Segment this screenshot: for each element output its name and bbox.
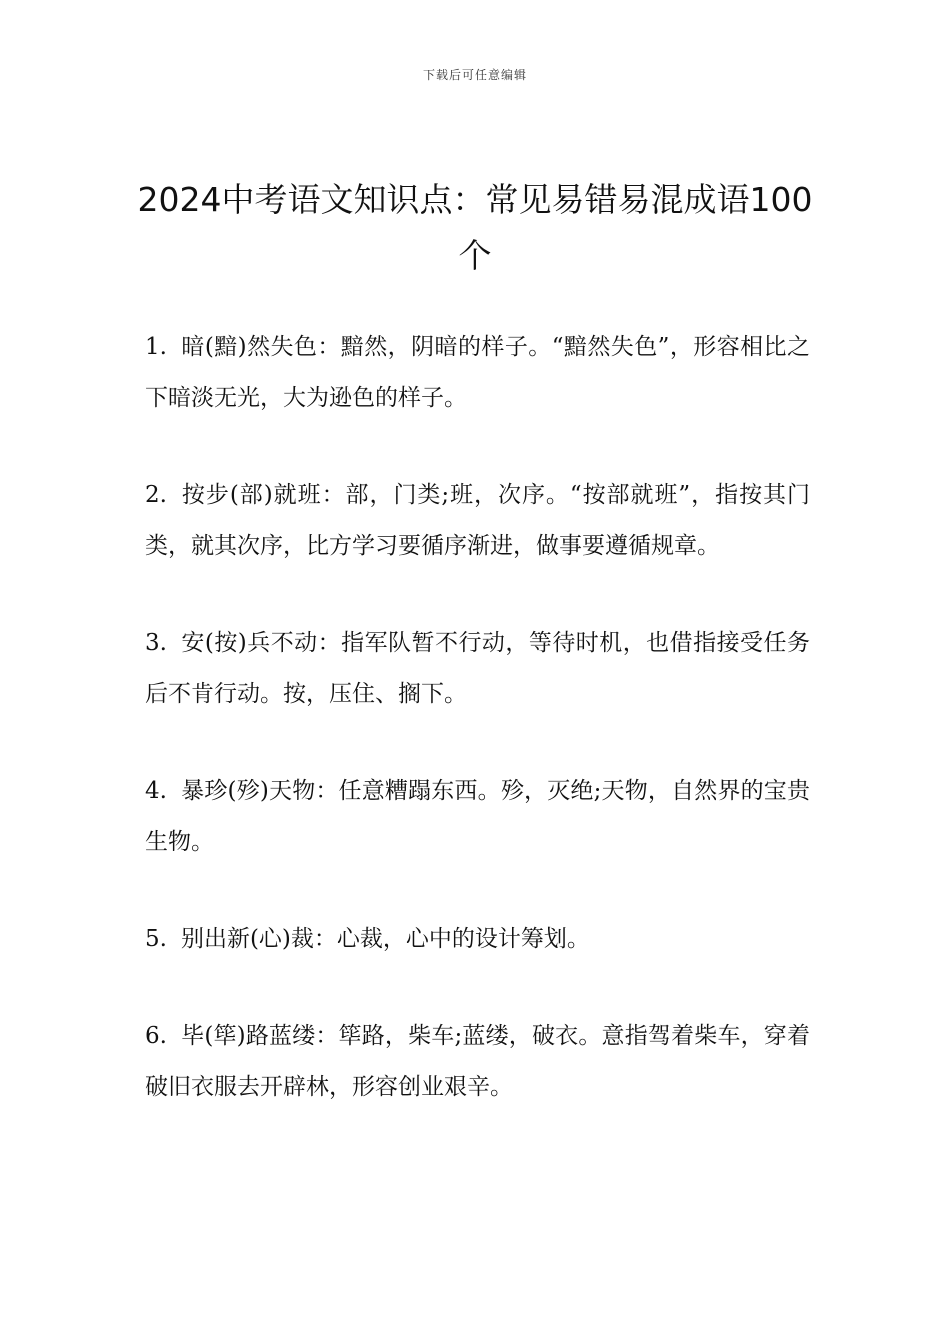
entry-item-2 — [145, 470, 810, 572]
entry-text: 别出新(心)裁：心裁，心中的设计筹划。 — [180, 926, 590, 952]
entry-number: 3. — [145, 630, 167, 656]
entry-number: 5. — [145, 926, 167, 952]
entry-number: 2. — [145, 482, 167, 508]
entry-number: 4. — [145, 778, 167, 804]
entry-item-5 — [145, 914, 810, 965]
entry-text: 按步(部)就班：部，门类;班，次序。“按部就班”，指按其门类，就其次序，比方学习要循序渐进，做事要遵循规章。 — [145, 482, 810, 559]
entry-text: 暴珍(殄)天物：任意糟蹋东西。殄，灭绝;天物，自然界的宝贵生物。 — [145, 778, 810, 855]
entry-item-1 — [145, 322, 810, 424]
entry-text: 毕(筚)路蓝缕：筚路，柴车;蓝缕，破衣。意指驾着柴车，穿着破旧衣服去开辟林，形容创业艰辛。 — [145, 1023, 810, 1100]
entry-text: 安(按)兵不动：指军队暂不行动，等待时机，也借指接受任务后不肯行动。按，压住、搁下。 — [145, 630, 810, 707]
document-title: 2024中考语文知识点：常见易错易混成语100个 — [137, 180, 813, 275]
entry-text: 暗(黯)然失色：黯然，阴暗的样子。“黯然失色”，形容相比之下暗淡无光，大为逊色的样子。 — [145, 334, 810, 411]
entry-number: 6. — [145, 1023, 167, 1049]
entry-number: 1. — [145, 334, 167, 360]
entry-item-3 — [145, 618, 810, 720]
header-note: 下载后可任意编辑 — [422, 68, 527, 82]
entry-item-4 — [145, 766, 810, 868]
entry-item-6 — [145, 1011, 810, 1113]
entry-list — [145, 322, 810, 1159]
